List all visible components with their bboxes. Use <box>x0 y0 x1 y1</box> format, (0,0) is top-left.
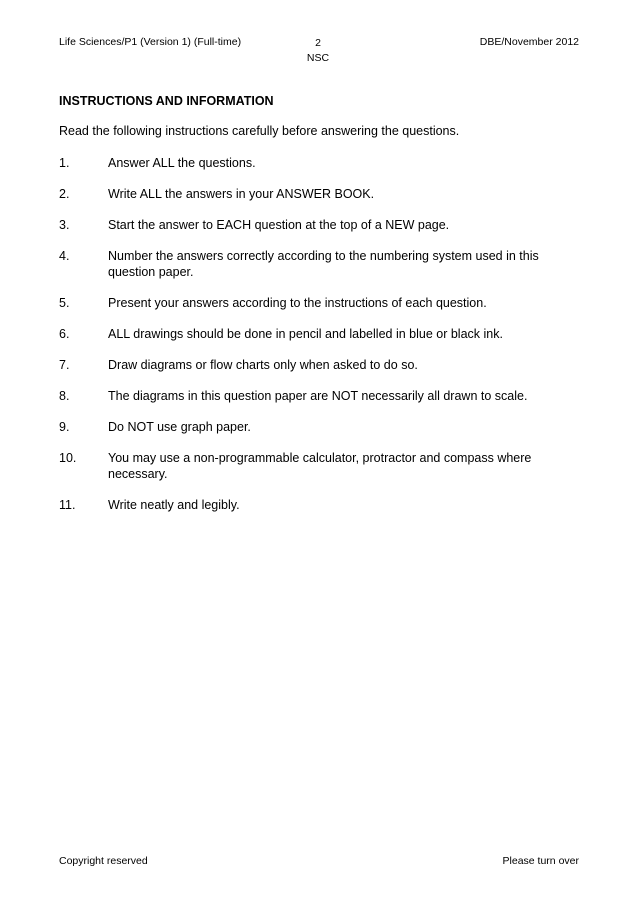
instruction-item <box>59 248 579 280</box>
instruction-number: 3. <box>59 218 70 232</box>
instruction-number: 11. <box>59 498 76 512</box>
instruction-text: Present your answers according to the instructions of each question. <box>108 296 487 310</box>
instruction-number: 10. <box>59 451 77 465</box>
instruction-text: Start the answer to EACH question at the top of a NEW page. <box>108 218 450 232</box>
instruction-item <box>59 450 579 482</box>
instruction-number: 7. <box>59 358 70 372</box>
instruction-item <box>59 497 579 513</box>
header-center <box>288 36 348 66</box>
instruction-text: The diagrams in this question paper are NOT necessarily all drawn to scale. <box>108 389 528 403</box>
instruction-number: 5. <box>59 296 70 310</box>
header-date: DBE/November 2012 <box>479 36 579 48</box>
instruction-number: 9. <box>59 420 70 434</box>
copyright-notice: Copyright reserved <box>59 855 148 867</box>
instruction-item <box>59 186 579 202</box>
instruction-number: 2. <box>59 187 70 201</box>
page-header <box>59 36 579 68</box>
instruction-number: 1. <box>59 156 70 170</box>
header-subject: Life Sciences/P1 (Version 1) (Full-time) <box>59 36 242 48</box>
instruction-number: 8. <box>59 389 70 403</box>
instruction-text: Answer ALL the questions. <box>108 156 256 170</box>
instruction-text: Number the answers correctly according to the numbering system used in this question paper. <box>108 249 539 279</box>
instruction-number: 6. <box>59 327 70 341</box>
instruction-text: Write ALL the answers in your ANSWER BOOK. <box>108 187 375 201</box>
instruction-number: 4. <box>59 249 70 263</box>
instruction-item <box>59 217 579 233</box>
instruction-item <box>59 419 579 435</box>
instructions-section <box>59 94 579 528</box>
instruction-text: Draw diagrams or flow charts only when asked to do so. <box>108 358 418 372</box>
instruction-item <box>59 357 579 373</box>
instruction-text: You may use a non-programmable calculator, protractor and compass where necessary. <box>108 451 532 481</box>
instruction-text: Do NOT use graph paper. <box>108 420 251 434</box>
instruction-text: ALL drawings should be done in pencil and labelled in blue or black ink. <box>108 327 503 341</box>
turn-over-note: Please turn over <box>502 855 579 867</box>
instruction-item <box>59 155 579 171</box>
instruction-text: Write neatly and legibly. <box>108 498 240 512</box>
intro-text: Read the following instructions carefully before answering the questions. <box>59 124 460 138</box>
section-heading: INSTRUCTIONS AND INFORMATION <box>59 94 274 108</box>
instruction-item <box>59 295 579 311</box>
instruction-item <box>59 326 579 342</box>
page-number: 2 <box>315 37 321 49</box>
instruction-item <box>59 388 579 404</box>
header-nsc: NSC <box>306 52 330 64</box>
